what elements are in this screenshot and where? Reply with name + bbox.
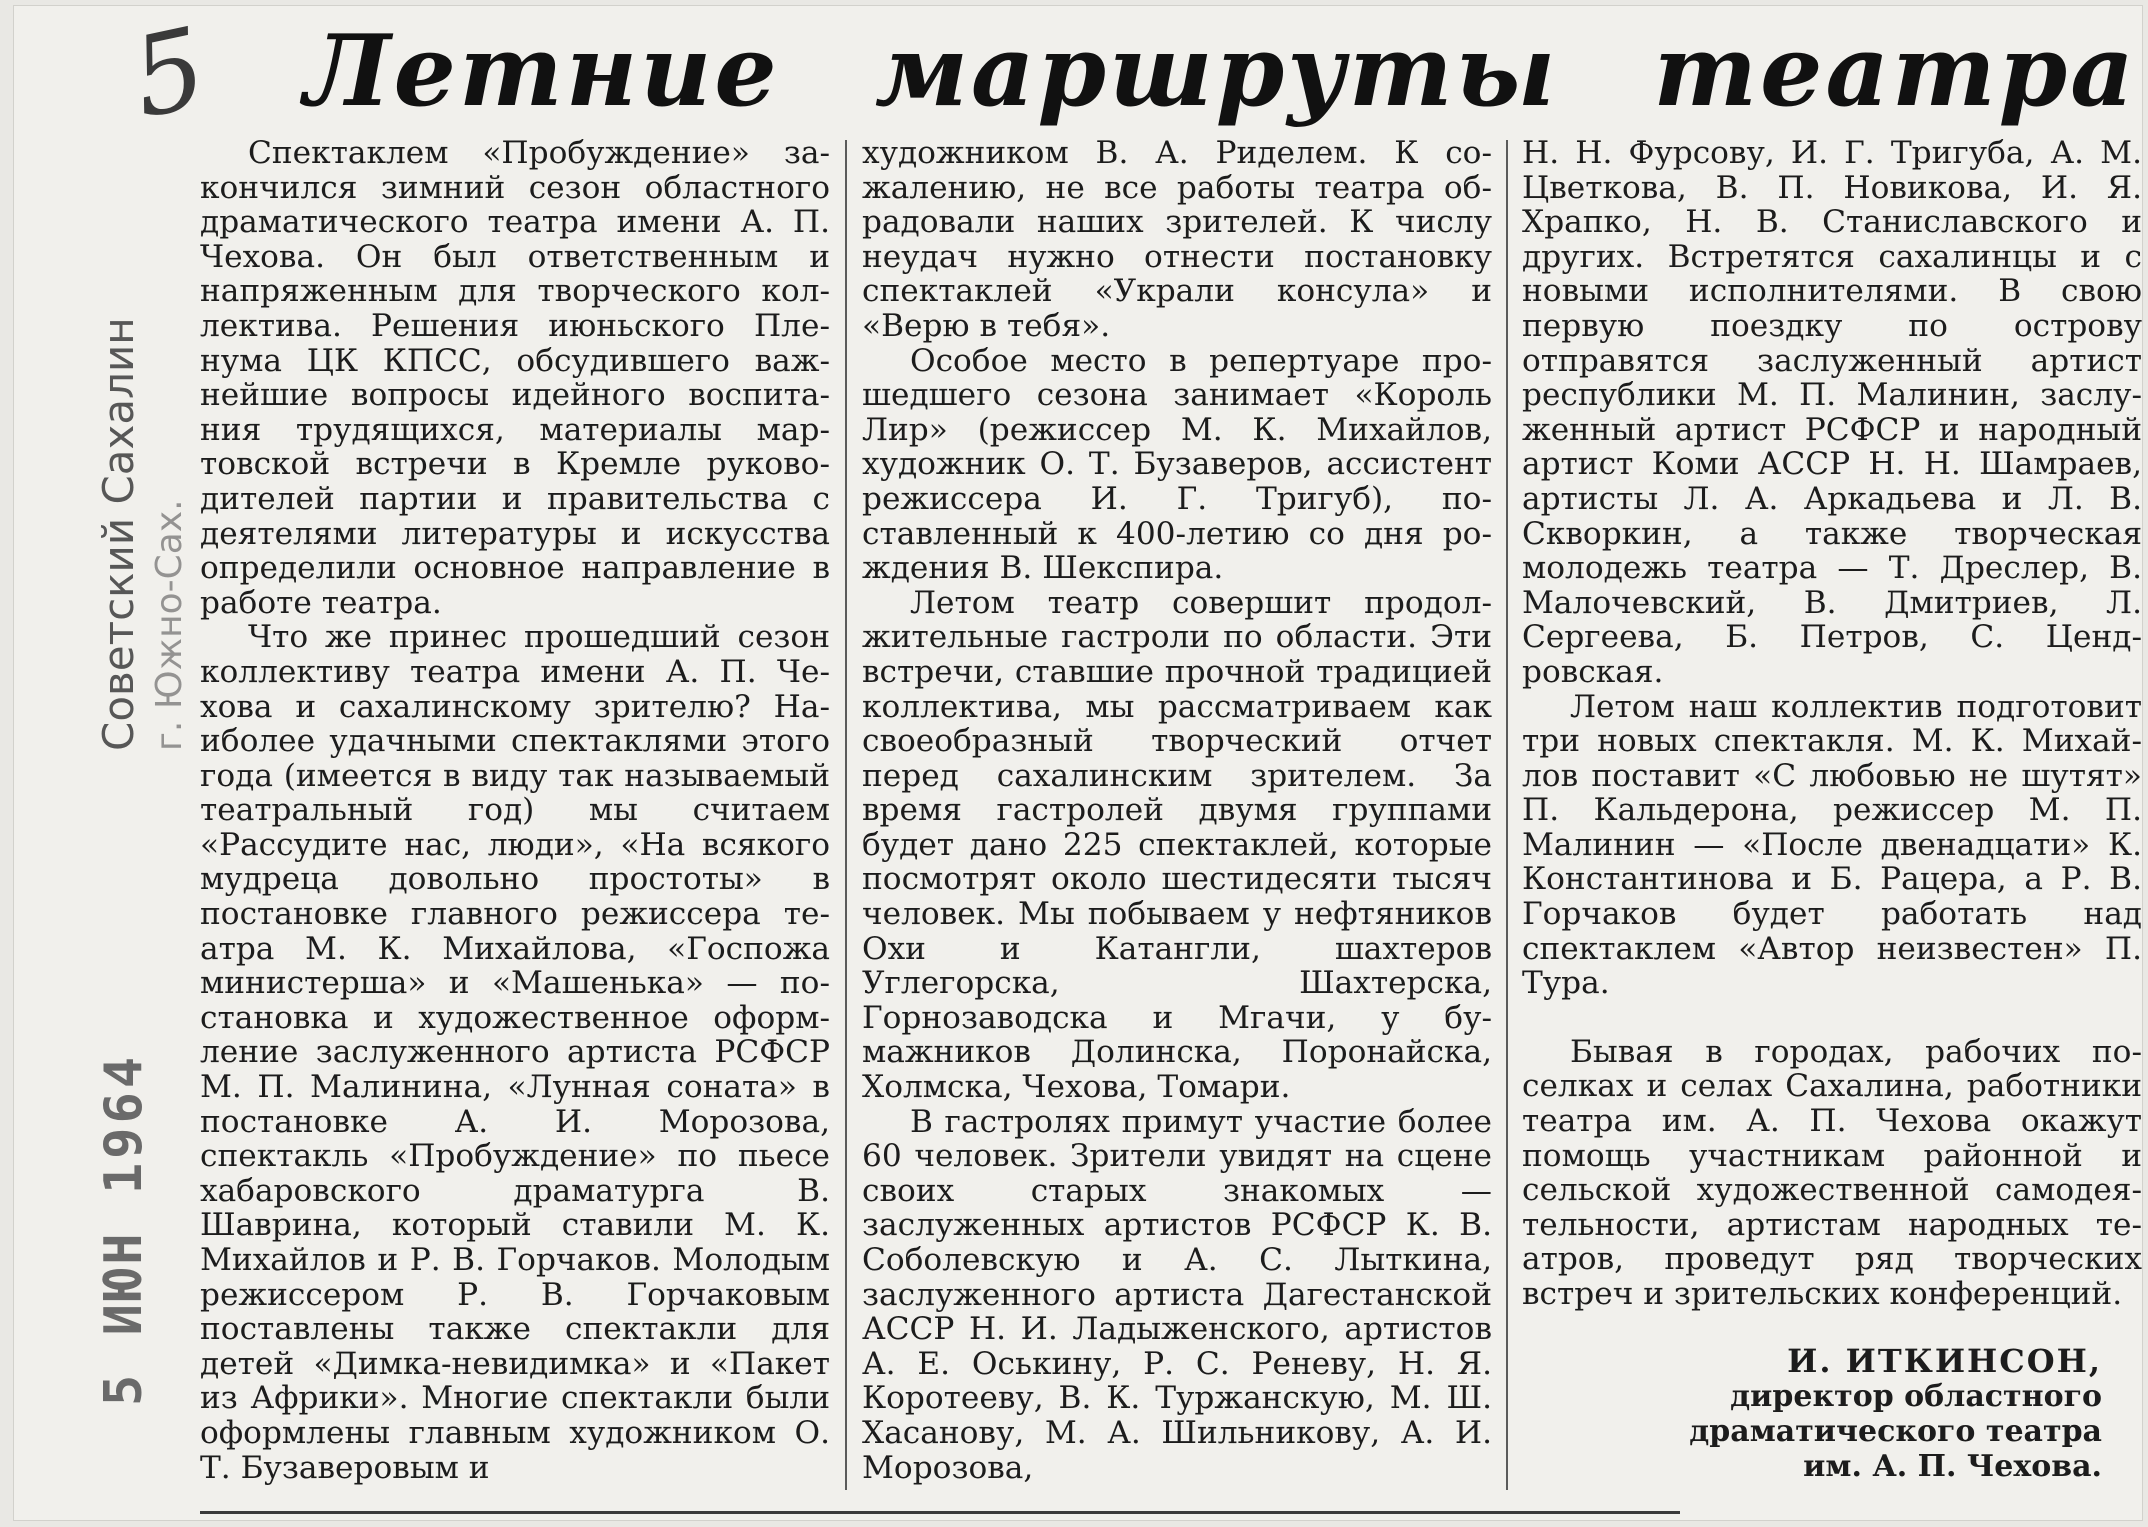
article-column-2 (862, 136, 1492, 1491)
paragraph: Что же принес прошедший сезон коллективу театра имени А. П. Чехова и сахалинскому зрителю? Наиболее удачными спектаклями этого года (имеется в виду так называемый театральный год) мы считаем «Рассудите нас, люди», «На всякого мудреца довольно простоты» в постановке главного режиссера театра М. К. Михайлова, «Госпожа министерша» и «Машенька» — постановка и художественное оформление заслуженного артиста РСФСР М. П. Малинина, «Лунная соната» в постановке А. И. Морозова, спектакль «Пробуждение» по пьесе хабаровского драматурга В. Шаврина, который ставили М. К. Михайлов и Р. В. Горчаков. Молодым режиссером Р. В. Горчаковым поставлены также спектакли для детей «Димка-невидимка» и «Пакет из Африки». Многие спектакли были оформлены главным художником О. Т. Бузаверовым и (200, 619, 830, 1486)
paragraph: Особое место в репертуаре прошедшего сезона занимает «Король Лир» (режиссер М. К. Михайлов, художник О. Т. Бузаверов, ассистент режиссера И. Г. Тригуб), поставленный к 400-летию со дня рождения В. Шекспира. (862, 342, 1492, 587)
author-title-line: директор областного (1730, 1379, 2102, 1414)
author-title-line: им. А. П. Чехова. (1803, 1449, 2102, 1484)
paragraph: художником В. А. Риделем. К сожалению, не все работы театра обрадовали наших зрителей. К числу неудач нужно отнести постановку спектаклей «Украли консула» и «Верю в тебя». (862, 136, 1492, 344)
paragraph: Летом театр совершит продолжительные гастроли по области. Эти встречи, ставшие прочной традицией коллектива, мы рассматриваем как своеобразный творческий отчет перед сахалинским зрителем. За время гастролей двумя группами будет дано 225 спектаклей, которые посмотрят около шестидесяти тысяч человек. Мы побываем у нефтяников Охи и Катангли, шахтеров Углегорска, Шахтерска, Горнозаводска и Мгачи, у бумажников Долинска, Поронайска, Холмска, Чехова, Томари. (862, 584, 1492, 1106)
paragraph: Бывая в городах, рабочих поселках и селах Сахалина, работники театра им. А. П. Чехова окажут помощь участникам районной и сельской художественной самодеятельности, артистам народных театров, проведут ряд творческих встреч и зрительских конференций. (1522, 1033, 2142, 1312)
column-divider (845, 140, 847, 1490)
author-signature (1522, 1344, 2102, 1484)
author-title-line: драматического театра (1689, 1414, 2102, 1449)
handwritten-number: 5 (121, 3, 217, 143)
author-name: И. ИТКИНСОН, (1787, 1342, 2102, 1380)
date-stamp: 5 ИЮН 1964 (94, 1052, 154, 1406)
paragraph: Спектаклем «Пробуждение» закончился зимний сезон областного драматического театра имени А. П. Чехова. Он был ответственным и напряженным для творческого коллектива. Решения июньского Пленума ЦК КПСС, обсудившего важнейшие вопросы идейного воспитания трудящихся, материалы мартовской встречи в Кремле руководителей партии и правительства с деятелями литературы и искусства определили основное направление в работе театра. (200, 136, 830, 621)
newspaper-stamp (94, 317, 190, 751)
paragraph-gap (1522, 1001, 2142, 1035)
article-column-3 (1522, 136, 2142, 1491)
paragraph: В гастролях примут участие более 60 человек. Зрители увидят на сцене своих старых знакомых — заслуженных артистов РСФСР К. В. Соболевскую и А. С. Лыткина, заслуженного артиста Дагестанской АССР Н. И. Ладыженского, артистов А. Е. Оськину, Р. С. Реневу, Н. Я. Коротееву, В. К. Туржанскую, М. Ш. Хасанову, М. А. Шильникову, А. И. Морозова, (862, 1103, 1492, 1486)
article-column-1 (200, 136, 830, 1491)
paragraph: Летом наш коллектив подготовит три новых спектакля. М. К. Михайлов поставит «С любовью не шутят» П. Кальдерона, режиссер М. П. Малинин — «После двенадцати» К. Константинова и Б. Рацера, а Р. В. Горчаков будет работать над спектаклем «Автор неизвестен» П. Тура. (1522, 688, 2142, 1002)
stamp-paper-name: Советский Сахалин (94, 317, 143, 751)
bottom-rule (200, 1511, 1680, 1514)
newspaper-clipping (14, 3, 2142, 1520)
paragraph: Н. Н. Фурсову, И. Г. Тригуба, А. М. Цветкова, В. П. Новикова, И. Я. Храпко, Н. В. Станиславского и других. Встретятся сахалинцы и с новыми исполнителями. В свою первую поездку по острову отправятся заслуженный артист республики М. П. Малинин, заслуженный артист РСФСР и народный артист Коми АССР Н. Н. Шамраев, артисты Л. А. Аркадьева и Л. В. Скворкин, а также творческая молодежь театра — Т. Дреслер, В. Малочевский, В. Дмитриев, Л. Сергеева, Б. Петров, С. Цендровская. (1522, 136, 2142, 690)
article-headline: Летние маршруты театра (304, 14, 2137, 129)
column-divider (1506, 140, 1508, 1490)
stamp-city: г. Южно-Сах. (149, 499, 190, 751)
